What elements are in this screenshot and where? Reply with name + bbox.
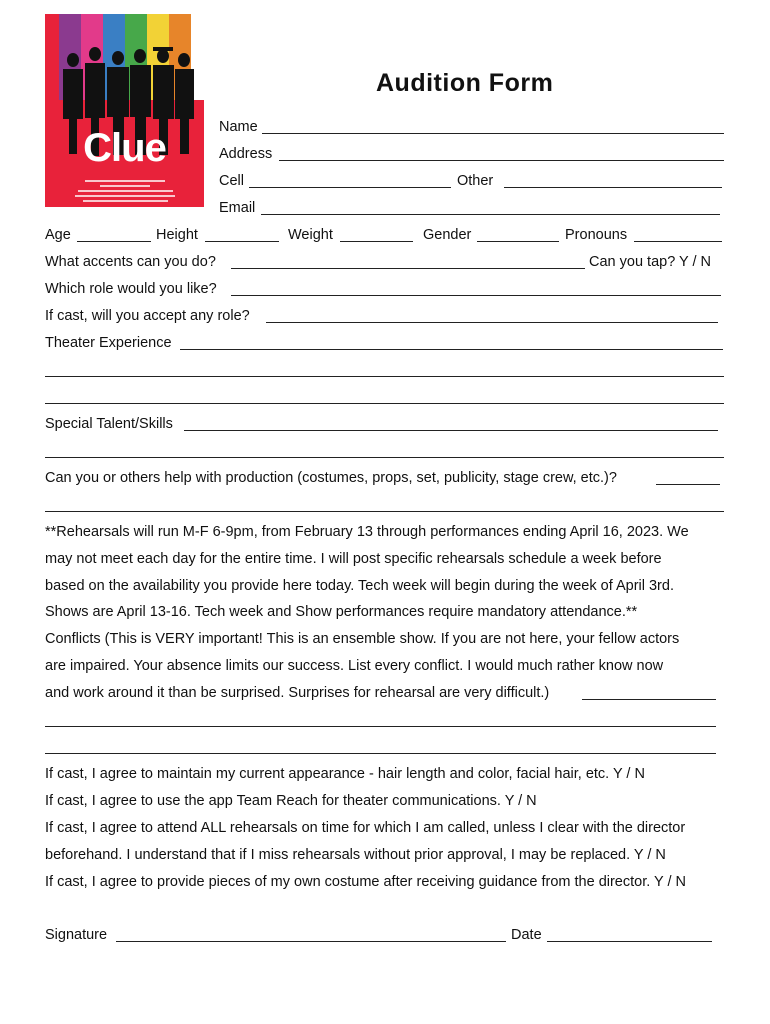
conflicts-line[interactable] — [45, 726, 716, 727]
talent-label: Special Talent/Skills — [45, 416, 173, 432]
talent-line[interactable] — [45, 457, 724, 458]
conflicts-line[interactable] — [45, 753, 716, 754]
email-field[interactable] — [261, 214, 720, 215]
gender-field[interactable] — [477, 241, 559, 242]
date-field[interactable] — [547, 941, 712, 942]
role-label: Which role would you like? — [45, 281, 217, 297]
experience-field[interactable] — [180, 349, 723, 350]
height-label: Height — [156, 227, 198, 243]
cell-field[interactable] — [249, 187, 451, 188]
other-label: Other — [457, 173, 494, 189]
agreement-attendance-cont: beforehand. I understand that if I miss rehearsals without prior approval, I may be replaced. Y / N — [45, 847, 666, 863]
accept-role-field[interactable] — [266, 322, 718, 323]
weight-label: Weight — [288, 227, 333, 243]
accept-role-label: If cast, will you accept any role? — [45, 308, 250, 324]
address-field[interactable] — [279, 160, 724, 161]
rehearsal-text: may not meet each day for the entire time. I will post specific rehearsals schedule a week before — [45, 551, 662, 567]
pronouns-label: Pronouns — [565, 227, 628, 243]
conflicts-field[interactable] — [582, 699, 716, 700]
experience-line[interactable] — [45, 376, 724, 377]
weight-field[interactable] — [340, 241, 413, 242]
tap-label: Can you tap? Y / N — [589, 254, 711, 270]
agreement-team-reach: If cast, I agree to use the app Team Reach for theater communications. Y / N — [45, 793, 537, 809]
height-field[interactable] — [205, 241, 279, 242]
agreement-appearance: If cast, I agree to maintain my current appearance - hair length and color, facial hair, etc. Y / N — [45, 766, 645, 782]
agreement-attendance: If cast, I agree to attend ALL rehearsals on time for which I am called, unless I clear with the director — [45, 820, 686, 836]
other-field[interactable] — [504, 187, 722, 188]
accents-label: What accents can you do? — [45, 254, 216, 270]
signature-field[interactable] — [116, 941, 506, 942]
accents-field[interactable] — [231, 268, 585, 269]
gender-label: Gender — [423, 227, 472, 243]
conflicts-text: are impaired. Your absence limits our success. List every conflict. I would much rather know now — [45, 658, 664, 674]
name-field[interactable] — [262, 133, 724, 134]
rehearsal-text: based on the availability you provide here today. Tech week will begin during the week of April 3rd. — [45, 578, 674, 594]
experience-label: Theater Experience — [45, 335, 172, 351]
form-title: Audition Form — [376, 69, 554, 97]
rehearsal-text: **Rehearsals will run M-F 6-9pm, from February 13 through performances ending April 16, 2023. We — [45, 524, 689, 540]
age-label: Age — [45, 227, 71, 243]
talent-field[interactable] — [184, 430, 718, 431]
silhouettes-illustration — [45, 14, 204, 207]
role-field[interactable] — [231, 295, 721, 296]
pronouns-field[interactable] — [634, 241, 722, 242]
date-label: Date — [511, 927, 542, 943]
conflicts-text: and work around it than be surprised. Surprises for rehearsal are very difficult.) — [45, 685, 550, 701]
experience-line[interactable] — [45, 403, 724, 404]
name-label: Name — [219, 119, 258, 135]
production-label: Can you or others help with production (costumes, props, set, publicity, stage crew, etc.)? — [45, 470, 617, 486]
production-field[interactable] — [656, 484, 720, 485]
show-poster — [45, 14, 204, 207]
poster-credits — [65, 180, 185, 205]
agreement-costume: If cast, I agree to provide pieces of my own costume after receiving guidance from the director. Y / N — [45, 874, 687, 890]
address-label: Address — [219, 146, 273, 162]
age-field[interactable] — [77, 241, 151, 242]
production-line[interactable] — [45, 511, 724, 512]
cell-label: Cell — [219, 173, 244, 189]
poster-title: Clue — [83, 126, 166, 170]
email-label: Email — [219, 200, 256, 216]
rehearsal-text: Shows are April 13-16. Tech week and Show performances require mandatory attendance.** — [45, 604, 638, 620]
conflicts-text: Conflicts (This is VERY important! This is an ensemble show. If you are not here, your fellow actors — [45, 631, 680, 647]
signature-label: Signature — [45, 927, 108, 943]
